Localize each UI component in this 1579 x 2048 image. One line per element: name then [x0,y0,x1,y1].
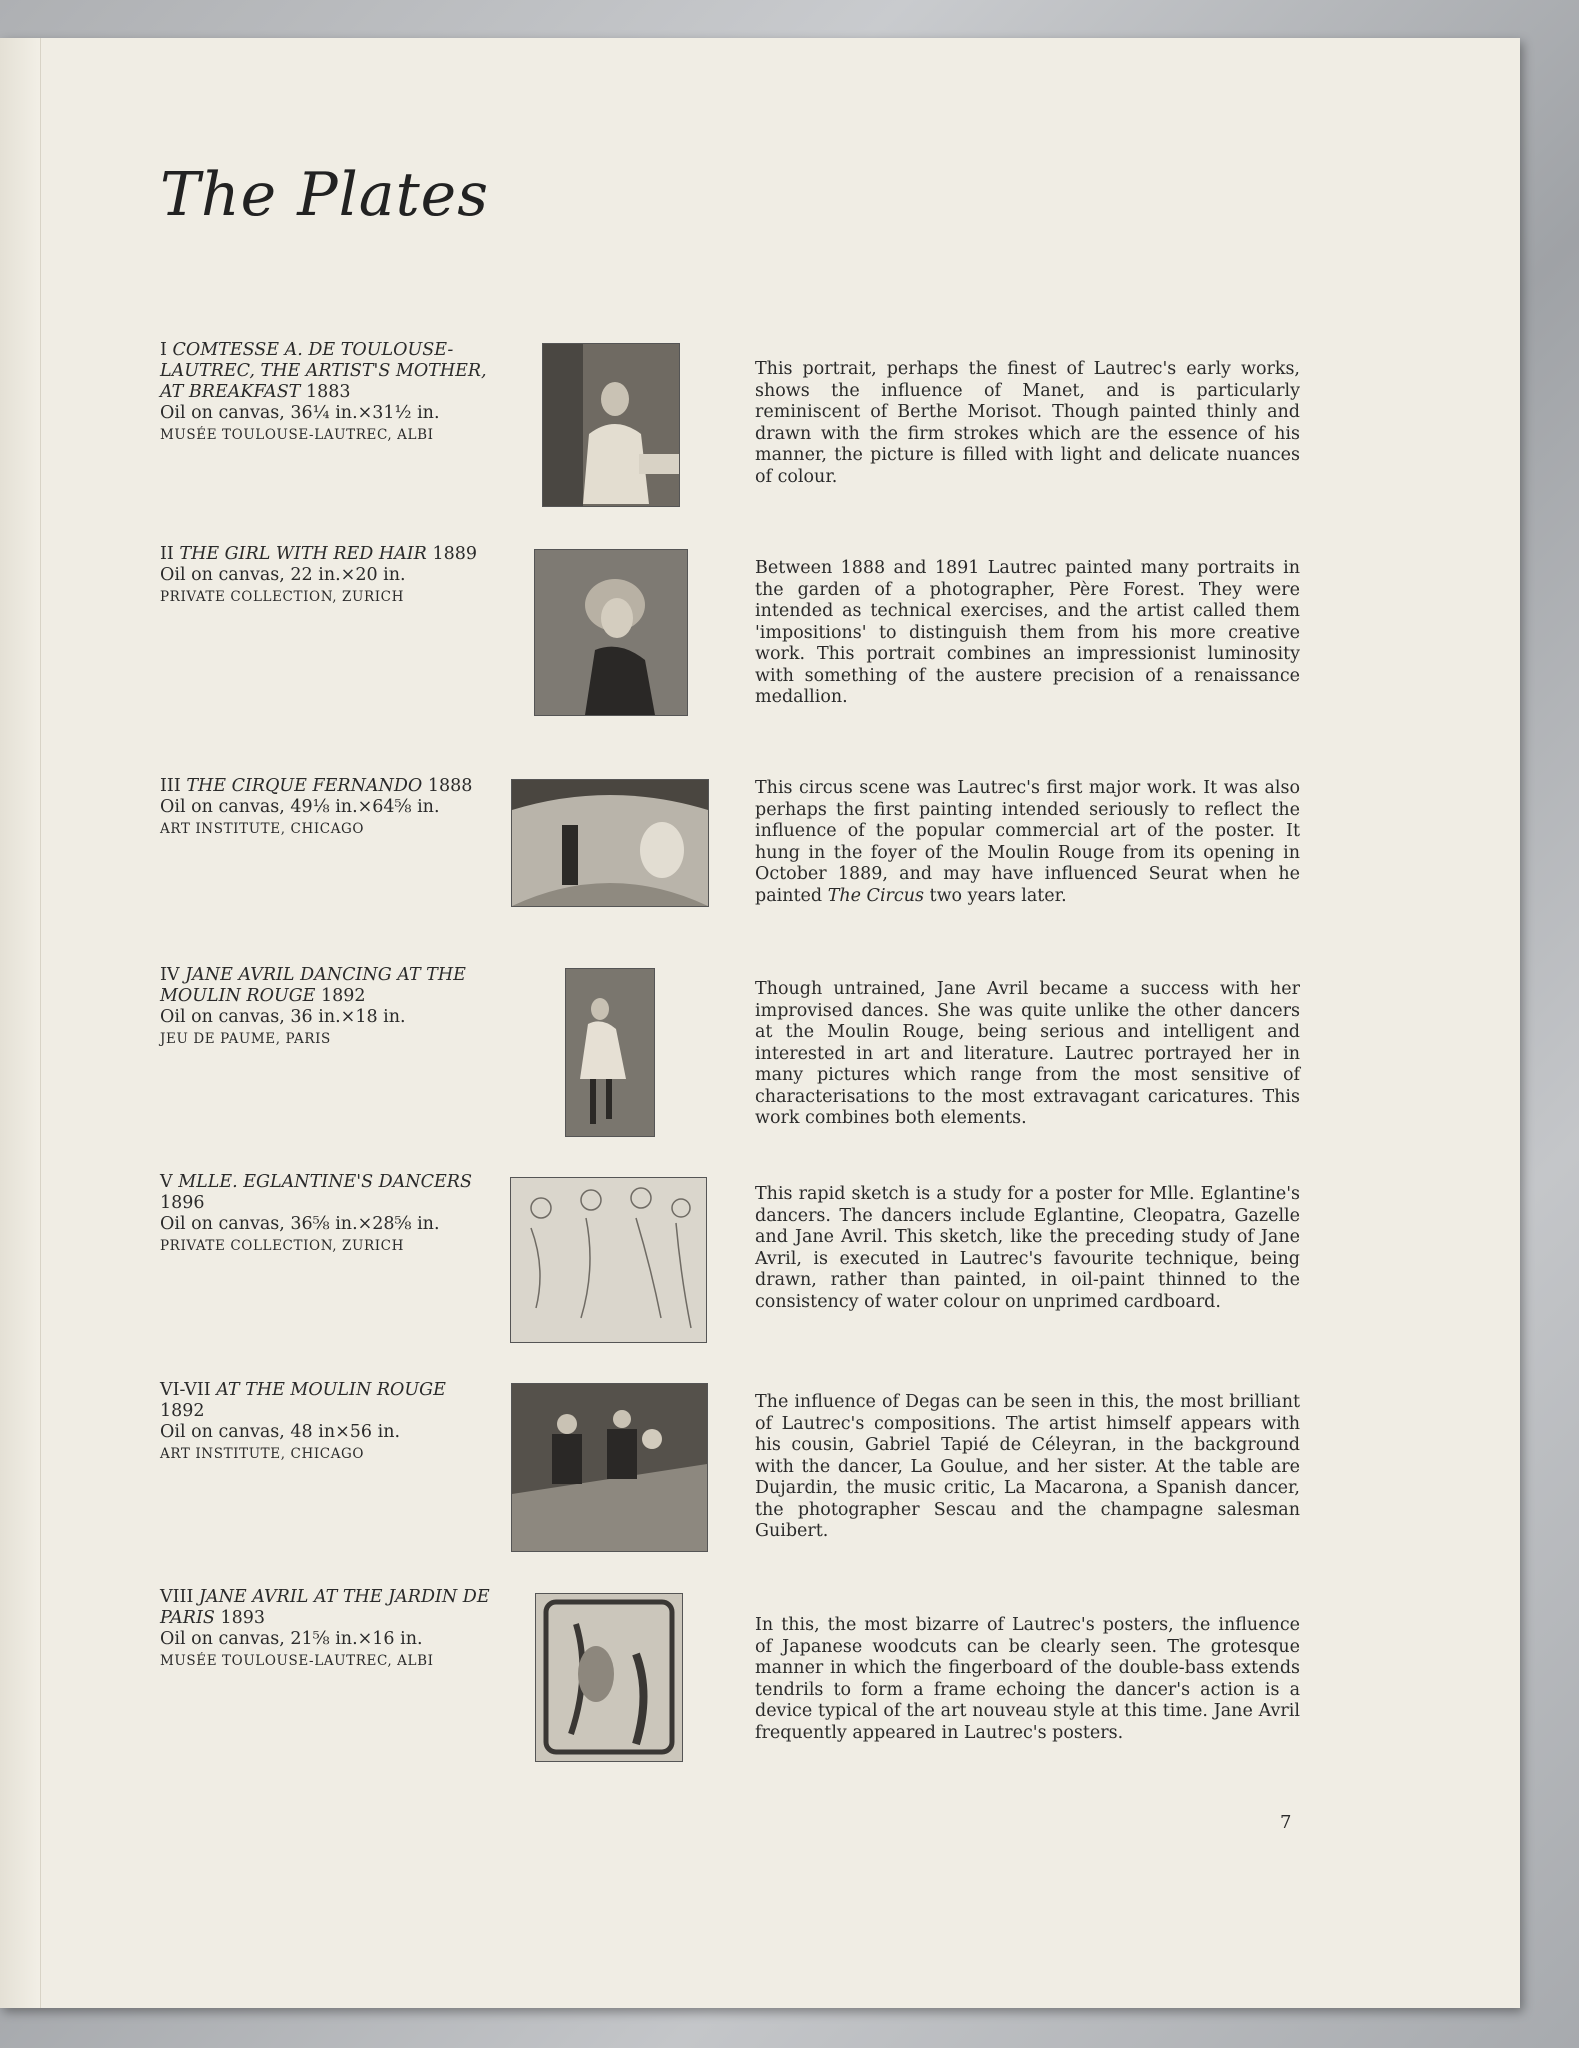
plate-location: JEU DE PAUME, PARIS [160,1031,331,1047]
plate-title: AT THE MOULIN ROUGE [216,1380,446,1400]
plate-description-text: This circus scene was Lautrec's first major work. It was also perhaps the first painting intended seriously to reflect the influence of the popular commercial art of the poster. It hung in the foyer of the Moulin Rouge from its opening in October 1889, and may have influenced Seurat when he painted [755,778,1300,906]
plate-caption [160,544,490,608]
plate-medium: Oil on canvas, 36⅝ in.×28⅝ in. [160,1214,440,1234]
page-spine [0,38,41,2008]
plate-thumbnail [535,1593,683,1762]
plate-thumbnail [534,549,688,716]
plate-title: JANE AVRIL DANCING AT THE MOULIN ROUGE [160,965,466,1006]
plate-caption [160,1380,490,1465]
plate-location: PRIVATE COLLECTION, ZURICH [160,1238,404,1254]
plate-number: V [160,1172,173,1192]
plate-location: MUSÉE TOULOUSE-LAUTREC, ALBI [160,1653,434,1669]
plate-caption [160,965,490,1050]
plate-description-end: two years later. [923,885,1067,906]
plate-number: VIII [160,1587,194,1607]
plate-title: COMTESSE A. DE TOULOUSE-LAUTREC, THE ARTIST'S MOTHER, AT BREAKFAST [160,340,487,402]
plate-year: 1883 [305,382,351,402]
plate-thumbnail [565,968,655,1137]
plate-thumbnail [542,343,680,507]
page-number: 7 [1280,1812,1292,1833]
plate-description: This portrait, perhaps the finest of Lautrec's early works, shows the influence of Manet, and is particularly reminiscent of Berthe Morisot. Though painted thinly and drawn with the firm strokes which are the essence of his manner, the picture is filled with light and delicate nuances of colour. [755,359,1300,487]
plate-title: MLLE. EGLANTINE'S DANCERS [178,1172,472,1192]
artwork-title-reference: The Circus [827,885,924,906]
plate-year: 1896 [160,1193,205,1213]
plate-location: PRIVATE COLLECTION, ZURICH [160,589,404,605]
plate-caption [160,776,490,840]
plate-location: ART INSTITUTE, CHICAGO [160,821,365,837]
plate-location: ART INSTITUTE, CHICAGO [160,1446,365,1462]
plate-description: Though untrained, Jane Avril became a success with her improvised dances. She was quite unlike the other dancers at the Moulin Rouge, being serious and intelligent and interested in art and literature. Lautrec portrayed her in many pictures which range from the most sensitive of characterisations to the most extravagant caricatures. This work combines both elements. [755,979,1300,1128]
plate-description: This rapid sketch is a study for a poster for Mlle. Eglantine's dancers. The dancers include Eglantine, Cleopatra, Gazelle and Jane Avril. This sketch, like the preceding study of Jane Avril, is executed in Lautrec's favourite technique, being drawn, rather than painted, in oil-paint thinned to the consistency of water colour on unprimed cardboard. [755,1184,1300,1312]
plate-medium: Oil on canvas, 22 in.×20 in. [160,565,406,585]
plate-description: In this, the most bizarre of Lautrec's posters, the influence of Japanese woodcuts can be clearly seen. The grotesque manner in which the fingerboard of the double-bass extends tendrils to form a frame echoing the dancer's action is a device typical of the art nouveau style at this time. Jane Avril frequently appeared in Lautrec's posters. [755,1615,1300,1743]
plate-thumbnail [511,1383,708,1552]
plate-year: 1892 [321,986,366,1006]
plate-medium: Oil on canvas, 49⅛ in.×64⅝ in. [160,797,440,817]
plate-title: THE GIRL WITH RED HAIR [179,544,427,564]
plate-thumbnail [510,1177,707,1343]
plate-number: VI-VII [160,1380,211,1400]
plate-year: 1893 [220,1608,266,1628]
plate-medium: Oil on canvas, 36 in.×18 in. [160,1007,406,1027]
plate-medium: Oil on canvas, 48 in×56 in. [160,1422,401,1442]
plate-year: 1892 [160,1401,205,1421]
plate-description: The influence of Degas can be seen in this, the most brilliant of Lautrec's compositions. The artist himself appears with his cousin, Gabriel Tapié de Céleyran, in the background with the dancer, La Goulue, and her sister. At the table are Dujardin, the music critic, La Macarona, a Spanish dancer, the photographer Sescau and the champagne salesman Guibert. [755,1392,1300,1541]
plate-number: IV [160,965,180,985]
plate-caption [160,1172,490,1257]
plate-location: MUSÉE TOULOUSE-LAUTREC, ALBI [160,427,434,443]
plate-medium: Oil on canvas, 36¼ in.×31½ in. [160,403,440,423]
page-title: The Plates [160,160,489,230]
plate-description [755,778,1300,907]
plate-thumbnail [511,779,709,907]
plate-caption [160,1587,490,1672]
plate-title: THE CIRQUE FERNANDO [186,776,423,796]
plate-caption [160,340,490,446]
plate-number: I [160,340,167,360]
plate-description: Between 1888 and 1891 Lautrec painted many portraits in the garden of a photographer, Père Forest. They were intended as technical exercises, and the artist called them 'impositions' to distinguish them from his more creative work. This portrait combines an impressionist luminosity with something of the austere precision of a renaissance medallion. [755,558,1300,707]
plate-number: II [160,544,174,564]
plate-medium: Oil on canvas, 21⅝ in.×16 in. [160,1629,423,1649]
plate-year: 1888 [427,776,473,796]
plate-number: III [160,776,181,796]
plate-year: 1889 [432,544,477,564]
plate-title: JANE AVRIL AT THE JARDIN DE PARIS [160,1587,490,1628]
